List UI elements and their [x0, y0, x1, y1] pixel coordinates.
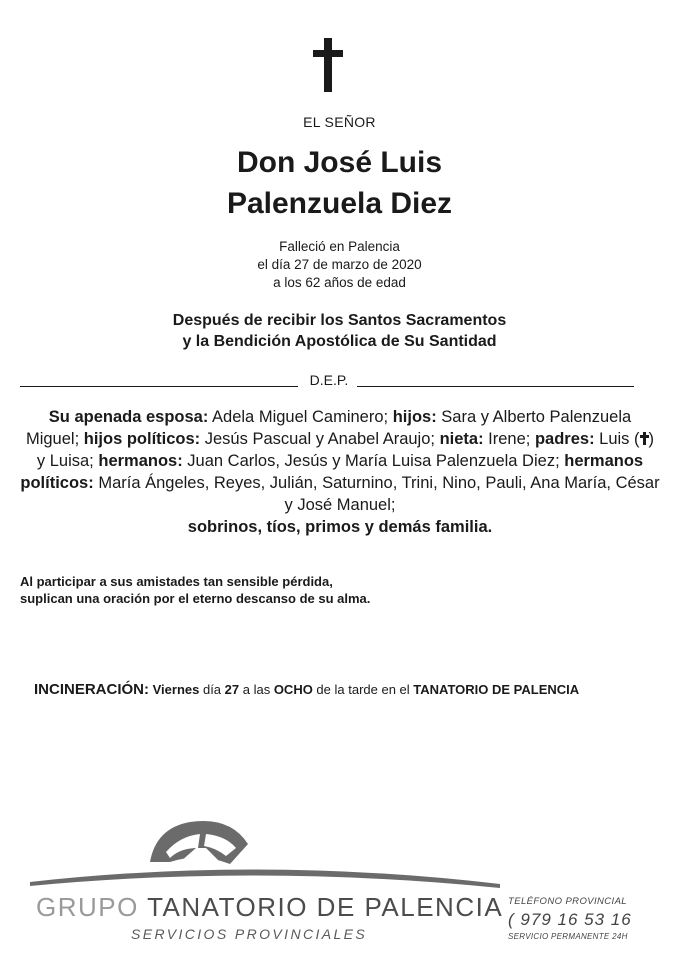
- death-age: a los 62 años de edad: [273, 275, 406, 290]
- thanks-line2: suplican una oración por el eterno descanso de su alma.: [20, 591, 371, 606]
- service-hours: SERVICIO PERMANENTE 24H: [508, 932, 628, 941]
- wife: Adela Miguel Caminero;: [208, 408, 393, 426]
- deceased-name-line1: Don José Luis: [236, 146, 443, 179]
- sibling-inlaws-label: hermanos políticos:: [20, 452, 644, 492]
- dome-logo-icon: [30, 818, 500, 890]
- family-closing: sobrinos, tíos, primos y demás familia.: [187, 518, 493, 536]
- phone-value: 979 16 53 16: [520, 910, 632, 929]
- children: Sara y Alberto Palenzuela Miguel;: [25, 408, 632, 448]
- cremation-date: 27: [224, 682, 240, 697]
- wife-label: Su apenada esposa:: [48, 408, 209, 426]
- brand-group: GRUPO: [36, 892, 139, 922]
- death-place: Falleció en Palencia: [279, 239, 400, 254]
- cremation-label: INCINERACIÓN:: [34, 681, 149, 698]
- grandchild: Irene;: [483, 430, 535, 448]
- brand-name: [36, 892, 503, 923]
- children-label: hijos:: [392, 408, 437, 426]
- death-details: [0, 238, 679, 292]
- cremation-info: [34, 681, 579, 698]
- divider-left: [20, 386, 298, 387]
- inlaws-label: hijos políticos:: [83, 430, 201, 448]
- honorific: EL SEÑOR: [303, 114, 376, 130]
- cremation-day-word: día: [202, 682, 225, 697]
- parents-b: ) y Luisa;: [36, 430, 655, 470]
- cremation-time-b: de la tarde en el: [312, 682, 414, 697]
- phone-icon: (: [508, 910, 515, 929]
- inlaws: Jesús Pascual y Anabel Araujo;: [200, 430, 440, 448]
- cremation-place: TANATORIO DE PALENCIA: [413, 682, 580, 697]
- deceased-name-line2: Palenzuela Diez: [226, 187, 453, 220]
- parents-label: padres:: [534, 430, 595, 448]
- thanks-text: [20, 573, 370, 607]
- cremation-day: Viernes: [149, 682, 203, 697]
- funeral-home-logo: [0, 818, 679, 948]
- cross-icon: [313, 38, 343, 92]
- death-date: el día 27 de marzo de 2020: [257, 257, 422, 272]
- siblings: Juan Carlos, Jesús y María Luisa Palenzuela Diez;: [182, 452, 565, 470]
- sibling-inlaws: María Ángeles, Reyes, Julián, Saturnino, Trini, Nino, Pauli, Ana María, César y José Manuel;: [93, 474, 660, 514]
- thanks-line1: Al participar a sus amistades tan sensible pérdida,: [20, 574, 333, 589]
- dep-divider: [20, 370, 634, 390]
- deceased-cross-icon: [640, 432, 649, 445]
- grandchild-label: nieta:: [439, 430, 484, 448]
- contact-box: [508, 896, 632, 941]
- dep-text: D.E.P.: [309, 372, 349, 388]
- brand-title: TANATORIO DE PALENCIA: [138, 892, 504, 922]
- siblings-label: hermanos:: [98, 452, 183, 470]
- cremation-time-a: a las: [239, 682, 274, 697]
- brand-subtitle: SERVICIOS PROVINCIALES: [131, 926, 368, 942]
- parents-a: Luis (: [594, 430, 640, 448]
- divider-right: [357, 386, 634, 387]
- family-list: [20, 406, 660, 538]
- phone-number: [508, 910, 632, 930]
- phone-label: TELÉFONO PROVINCIAL: [508, 896, 627, 907]
- cremation-time: OCHO: [273, 682, 313, 697]
- sacraments-line2: y la Bendición Apostólica de Su Santidad: [182, 333, 497, 350]
- sacraments-line1: Después de recibir los Santos Sacramentos: [172, 312, 507, 329]
- sacraments-text: [0, 310, 679, 352]
